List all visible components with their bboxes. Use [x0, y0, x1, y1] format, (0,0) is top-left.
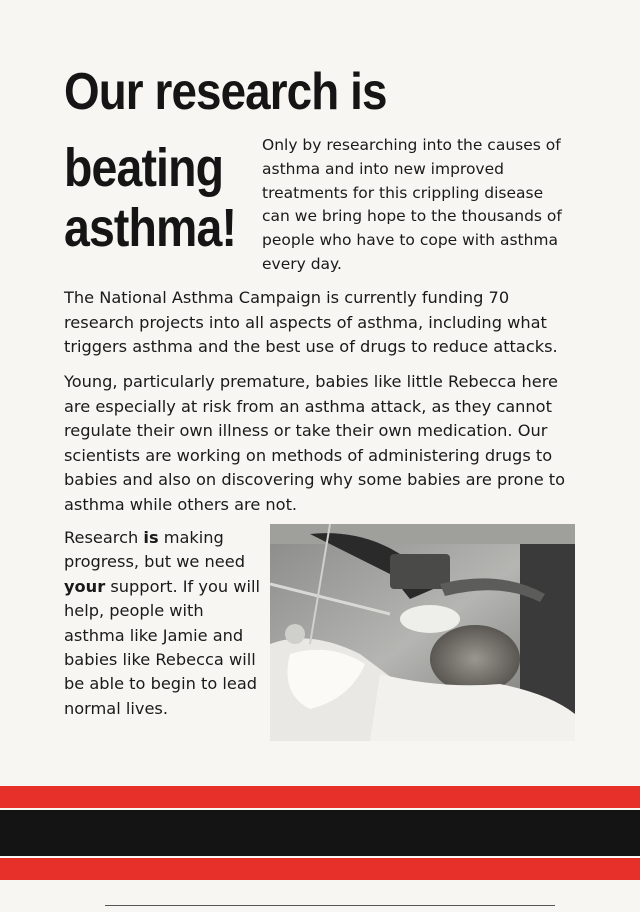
headline-line-3: asthma! — [64, 198, 237, 258]
red-stripe-bottom — [0, 858, 640, 880]
bottom-rule — [105, 905, 555, 906]
headline-line-2: beating — [64, 138, 224, 198]
support-text-2: making progress, but we need — [64, 528, 245, 572]
intro-paragraph: Only by researching into the causes of asthma and into new improved treatments for this crippling disease can we bring hope to the thousands of people who have to cope with asthma every day. — [262, 136, 562, 273]
babies-paragraph: Young, particularly premature, babies like little Rebecca here are especially at risk from an asthma attack, as they cannot regulate their own illness or take their own medication. Our scientists are working on methods of administering drugs to babies and also on discovering why some babies are prone to asthma while others are not. — [64, 372, 566, 514]
support-text-1: Research — [64, 528, 144, 547]
support-emphasis-your: your — [64, 576, 106, 596]
black-band — [0, 810, 640, 856]
support-emphasis-is: is — [143, 528, 159, 547]
baby-treatment-photo — [270, 524, 575, 741]
photo-illustration — [270, 524, 575, 741]
support-text-3: support. If you will help, people with asthma like Jamie and babies like Rebecca will be able to begin to lead normal lives. — [64, 576, 261, 718]
funding-paragraph: The National Asthma Campaign is currently funding 70 research projects into all aspects of asthma, including what triggers asthma and the best use of drugs to reduce attacks. — [64, 288, 558, 357]
red-stripe-top — [0, 786, 640, 808]
headline-line-1: Our research is — [64, 63, 387, 121]
support-paragraph — [64, 526, 264, 721]
